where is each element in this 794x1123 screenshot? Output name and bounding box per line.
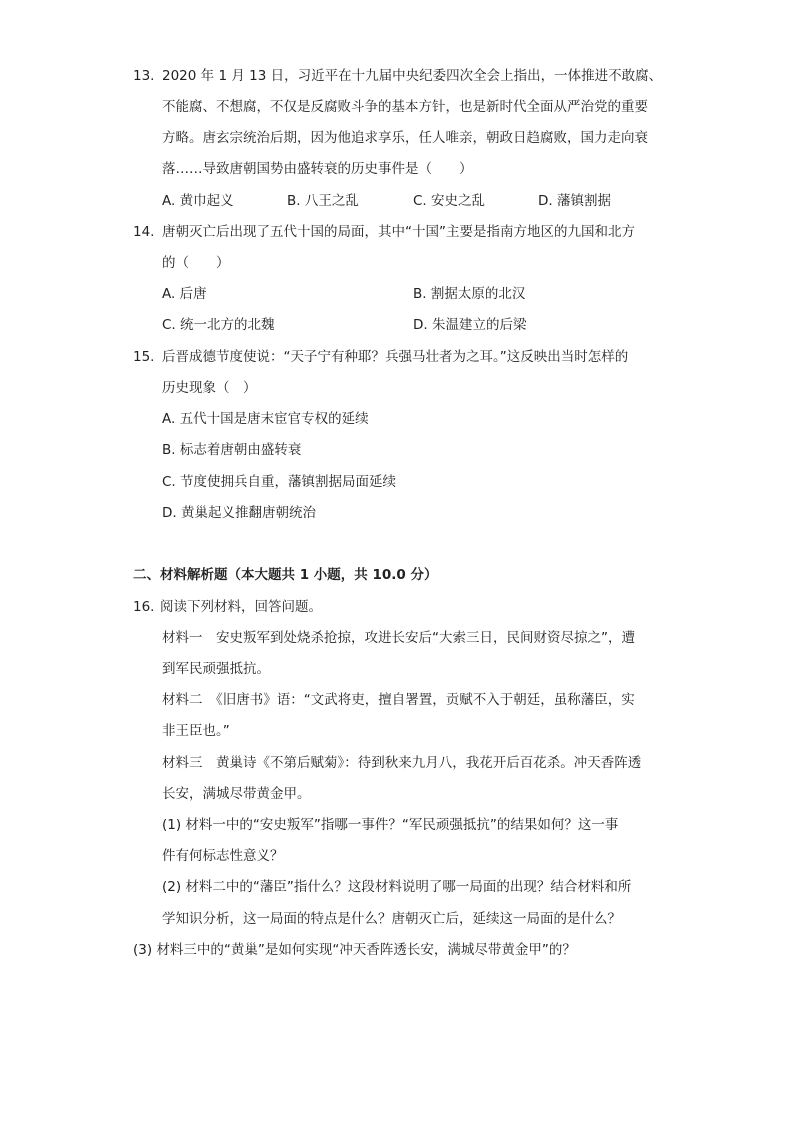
question-number: 16. [133,599,155,615]
question-text-line: 的（ ） [162,255,230,271]
question-text-line: 历史现象（ ） [162,380,257,396]
material-three-line: 长安，满城尽带黄金甲。 [162,786,311,802]
question-text-line: 2020 年 1 月 13 日，习近平在十九届中央纪委四次全会上指出，一体推进不敢腐、 [162,68,663,84]
material-one-line: 到军民顽强抵抗。 [162,661,270,677]
question-text-line: 落……导致唐朝国势由盛转衰的历史事件是（ ） [162,161,473,177]
option-c: C. 统一北方的北魏 [162,317,275,333]
question-number: 13. [133,68,155,84]
option-c: C. 节度使拥兵自重，藩镇割据局面延续 [162,474,397,490]
sub-question-1-line: 件有何标志性意义？ [162,848,284,864]
question-number: 15. [133,349,155,365]
option-d: D. 藩镇割据 [538,193,611,209]
option-d: D. 朱温建立的后梁 [413,317,527,333]
question-text-line: 不能腐、不想腐，不仅是反腐败斗争的基本方针，也是新时代全面从严治党的重要 [162,99,648,115]
option-a: A. 黄巾起义 [162,193,234,209]
option-a: A. 后唐 [162,286,207,302]
sub-question-1-line: (1) 材料一中的“安史叛军”指哪一事件？“军民顽强抵抗”的结果如何？这一事 [162,817,619,833]
question-text-line: 后晋成德节度使说：“天子宁有种耶？兵强马壮者为之耳。”这反映出当时怎样的 [162,349,629,365]
option-b: B. 割据太原的北汉 [413,286,526,302]
option-d: D. 黄巢起义推翻唐朝统治 [162,505,316,521]
question-number: 14. [133,224,155,240]
option-b: B. 八王之乱 [287,193,359,209]
material-one-line: 材料一 安史叛军到处烧杀抢掠，攻进长安后“大索三日，民间财资尽掠之”，遭 [162,630,635,646]
question-text-line: 唐朝灭亡后出现了五代十国的局面，其中“十国”主要是指南方地区的九国和北方 [162,224,635,240]
material-three-line: 材料三 黄巢诗《不第后赋菊》：待到秋来九月八，我花开后百花杀。冲天香阵透 [162,755,642,771]
material-two-line: 非王臣也。” [162,723,230,739]
sub-question-2-line: 学知识分析，这一局面的特点是什么？唐朝灭亡后，延续这一局面的是什么？ [162,911,621,927]
sub-question-3: (3) 材料三中的“黄巢”是如何实现“冲天香阵透长安，满城尽带黄金甲”的？ [133,942,576,958]
section-heading: 二、材料解析题（本大题共 1 小题，共 10.0 分） [133,567,438,583]
option-a: A. 五代十国是唐末宦官专权的延续 [162,411,369,427]
option-b: B. 标志着唐朝由盛转衰 [162,442,302,458]
question-text-line: 方略。唐玄宗统治后期，因为他追求享乐，任人唯亲，朝政日趋腐败，国力走向衰 [162,130,648,146]
option-c: C. 安史之乱 [413,193,486,209]
material-two-line: 材料二 《旧唐书》语：“文武将吏，擅自署置，贡赋不入于朝廷，虽称藩臣，实 [162,692,635,708]
question-intro: 阅读下列材料，回答问题。 [160,599,322,615]
sub-question-2-line: (2) 材料二中的“藩臣”指什么？这段材料说明了哪一局面的出现？结合材料和所 [162,879,632,895]
